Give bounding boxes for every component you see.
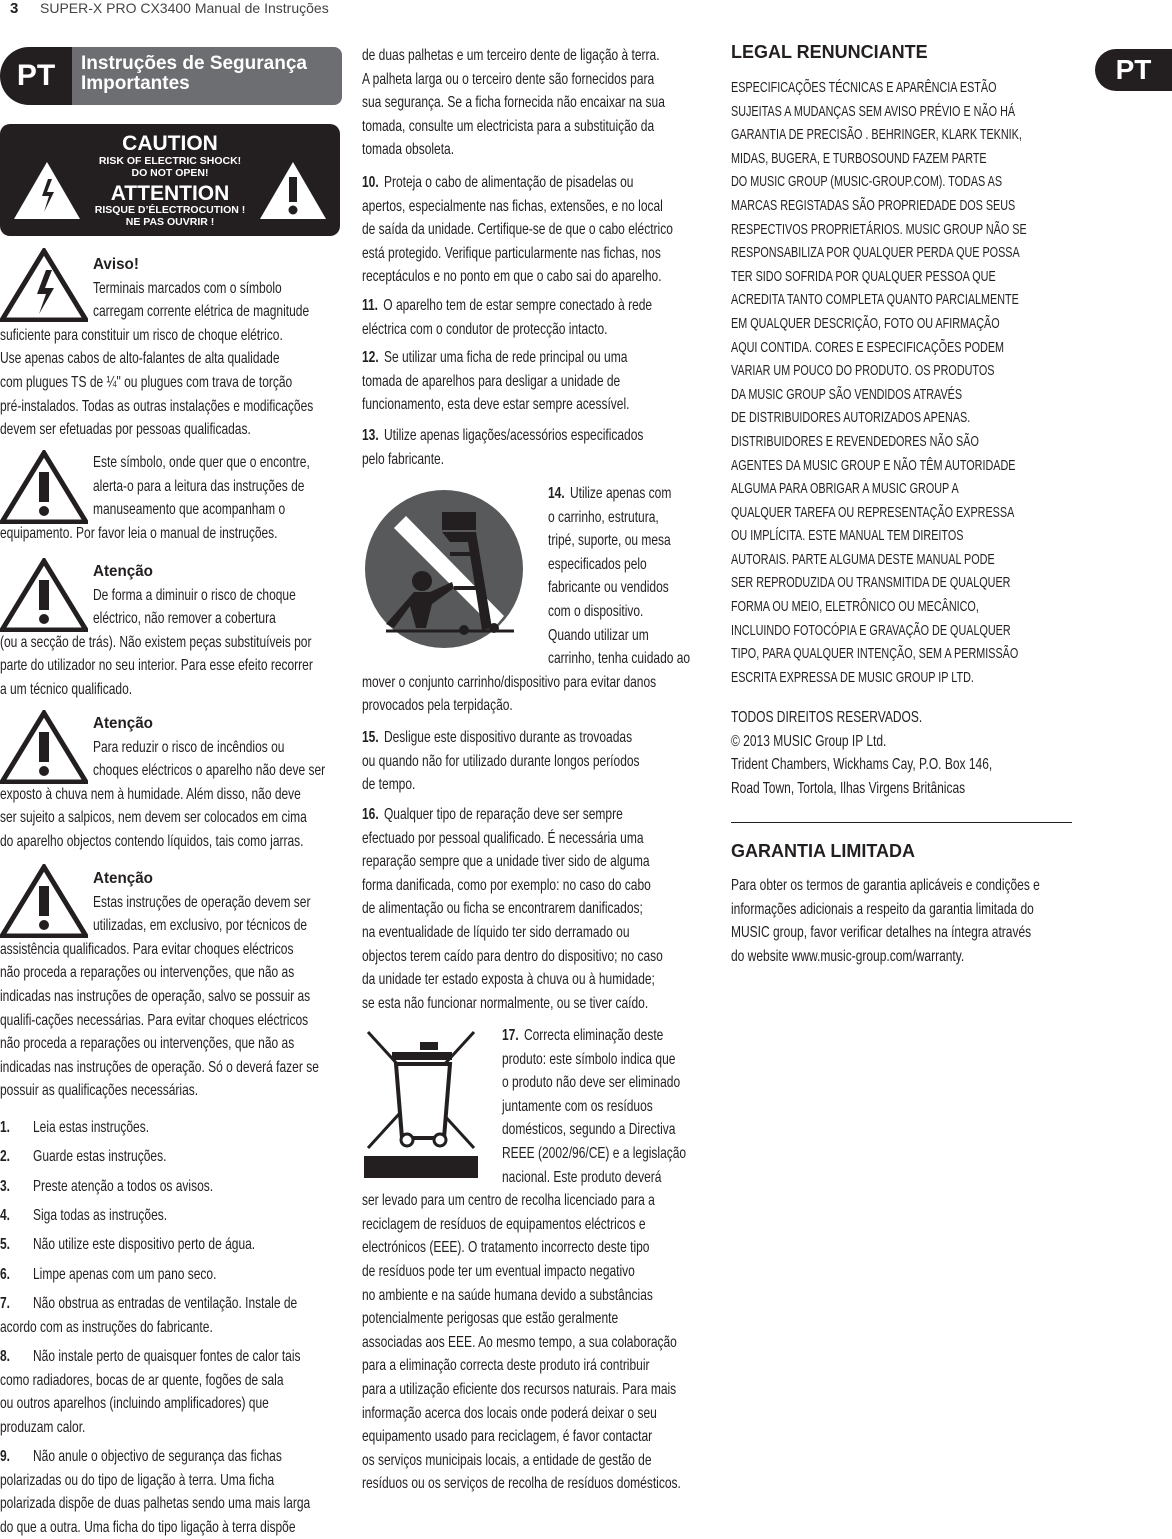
item-text: provocados pela terpidação.: [362, 697, 513, 715]
item-text: Correcta eliminação deste: [523, 1027, 664, 1044]
text-line: [0, 1233, 345, 1257]
item-text: eléctrica com o condutor de protecção intacto.: [362, 320, 608, 338]
item-text: o produto não deve ser eliminado: [502, 1074, 681, 1092]
text-line: [362, 968, 707, 992]
text-line: DO MUSIC GROUP (MUSIC-GROUP.COM). TODAS AS: [731, 173, 1003, 191]
text-line: [362, 346, 707, 370]
text-line: [362, 448, 707, 472]
text-line: [362, 318, 707, 342]
item-number: 3.: [0, 1178, 11, 1195]
item-text: os serviços municipais locais, a entidade de gestão de: [362, 1451, 652, 1469]
text-line: alerta-o para a leitura das instruções de: [93, 477, 305, 495]
text-line: [502, 1166, 742, 1190]
item-text: produto: este símbolo indica que: [502, 1050, 676, 1068]
text-line: [0, 1392, 345, 1416]
text-line: [548, 576, 754, 600]
item-text: nacional. Este produto deverá: [502, 1168, 662, 1186]
text-line: [362, 1331, 707, 1355]
text-line: [548, 529, 754, 553]
section-divider: [731, 822, 1072, 823]
text-line: [0, 1469, 345, 1493]
text-line: AGENTES DA MUSIC GROUP E NÃO TÊM AUTORIDADE: [731, 456, 1016, 474]
item-text: polarizada dispõe de duas palhetas sendo uma mais larga: [0, 1495, 311, 1513]
item-text: Se utilizar uma ficha de rede principal ou uma: [383, 349, 628, 366]
text-line: [362, 945, 707, 969]
text-line: RESPECTIVOS PROPRIETÁRIOS. MUSIC GROUP NÃO SE: [731, 220, 1027, 238]
caution-label: [0, 124, 340, 236]
item-text: Não utilize este dispositivo perto de água.: [33, 1236, 256, 1253]
item-text: reciclagem de resíduos de equipamentos eléctricos e: [362, 1215, 646, 1233]
block-title: Atenção: [93, 563, 153, 580]
text-line: [0, 1316, 345, 1340]
item-text: acordo com as instruções do fabricante.: [0, 1318, 213, 1336]
text-line: [362, 115, 707, 139]
text-line: MIDAS, BUGERA, E TURBOSOUND FAZEM PARTE: [731, 149, 987, 167]
item-text: Preste atenção a todos os avisos.: [33, 1178, 214, 1195]
item-number: 11.: [362, 297, 379, 314]
text-line: [362, 1378, 707, 1402]
item-text: carrinho, tenha cuidado ao: [548, 650, 691, 668]
text-line: parte do utilizador no seu interior. Para esse efeito recorrer: [0, 657, 313, 675]
item-text: para a utilização eficiente dos recursos naturais. Para mais: [362, 1380, 677, 1398]
text-line: ser sujeito a salpicos, nem devem ser colocados em cima: [0, 809, 307, 827]
text-line: indicadas nas instruções de operação, salvo se possuir as: [0, 987, 311, 1005]
text-line: AQUI CONTIDA. CORES E ESPECIFICAÇÕES PODEM: [731, 338, 1005, 356]
text-line: [362, 803, 707, 827]
item-text: Qualquer tipo de reparação deve ser sempre: [383, 806, 623, 823]
text-line: [548, 482, 754, 506]
text-line: [362, 874, 707, 898]
text-line: [362, 921, 707, 945]
text-line: [362, 773, 707, 797]
item-text: Não obstrua as entradas de ventilação. Instale de: [33, 1295, 298, 1312]
text-line: [362, 242, 707, 266]
text-line: a um técnico qualificado.: [0, 680, 133, 698]
item-text: efectuado por pessoal qualificado. É necessária uma: [362, 829, 644, 847]
item-text: de duas palhetas e um terceiro dente de ligação à terra.: [362, 47, 660, 64]
item-number: 9.: [0, 1448, 11, 1465]
item-text: Utilize apenas ligações/acessórios especificados: [383, 427, 644, 444]
item-text: produzam calor.: [0, 1418, 86, 1436]
text-line: [362, 726, 707, 750]
text-line: ACREDITA TANTO COMPLETA QUANTO PARCIALMENTE: [731, 291, 1019, 309]
text-line: [362, 1284, 707, 1308]
text-line: [502, 1071, 742, 1095]
text-line: [362, 897, 707, 921]
text-line: com plugues TS de ¼" ou plugues com trava de torção: [0, 373, 293, 391]
text-line: OU IMPLÍCITA. ESTE MANUAL TEM DIREITOS: [731, 527, 964, 545]
text-line: [0, 1516, 345, 1539]
text-line: [362, 44, 707, 68]
text-line: [548, 647, 754, 671]
text-line: [362, 1425, 707, 1449]
item-text: mover o conjunto carrinho/dispositivo para evitar danos: [362, 673, 657, 691]
text-line: devem ser efetuadas por pessoas qualificadas.: [0, 421, 251, 439]
item-text: fabricante ou vendidos: [548, 579, 669, 597]
text-line: [362, 992, 707, 1016]
item-text: funcionamento, esta deve estar sempre acessível.: [362, 396, 630, 414]
item-text: REEE (2002/96/CE) e a legislação: [502, 1144, 687, 1162]
section-banner: [0, 47, 342, 105]
text-line: QUALQUER TAREFA OU REPRESENTAÇÃO EXPRESSA: [731, 503, 1015, 521]
item-text: receptáculos e no ponto em que o cabo sai do aparelho.: [362, 268, 662, 286]
text-line: TIPO, PARA QUALQUER INTENÇÃO, SEM A PERMISSÃO: [731, 645, 1019, 663]
text-line: [0, 1492, 345, 1516]
item-text: de saída da unidade. Certifique-se de que o cabo eléctrico: [362, 221, 673, 239]
text-line: RESPONSABILIZA POR QUALQUER PERDA QUE POSSA: [731, 244, 1020, 262]
text-line: [362, 694, 707, 718]
item-text: polarizadas ou do tipo de ligação à terra. Uma ficha: [0, 1471, 275, 1489]
item-text: potencialmente perigosas que estão geralmente: [362, 1310, 619, 1328]
page-number: 3: [10, 0, 19, 17]
item-number: 1.: [0, 1119, 11, 1136]
text-line: DA MUSIC GROUP SÃO VENDIDOS ATRAVÉS: [731, 385, 963, 403]
text-line: Trident Chambers, Wickhams Cay, P.O. Box 146,: [731, 756, 993, 774]
text-line: De forma a diminuir o risco de choque: [93, 586, 296, 604]
svg-text:RISK OF ELECTRIC SHOCK!: RISK OF ELECTRIC SHOCK!: [98, 155, 242, 167]
text-line: [362, 195, 707, 219]
item-number: 10.: [362, 174, 379, 191]
text-line: suficiente para constituir um risco de choque elétrico.: [0, 326, 283, 344]
item-number: 16.: [362, 806, 379, 823]
svg-text:DO NOT OPEN!: DO NOT OPEN!: [131, 167, 209, 179]
text-line: [0, 1292, 345, 1316]
item-text: Limpe apenas com um pano seco.: [33, 1266, 217, 1283]
text-line: DE DISTRIBUIDORES AUTORIZADOS APENAS.: [731, 409, 971, 427]
text-line: [362, 1472, 707, 1496]
text-line: [362, 294, 707, 318]
item-text: sua segurança. Se a ficha fornecida não encaixar na sua: [362, 94, 665, 112]
text-line: equipamento. Por favor leia o manual de instruções.: [0, 524, 278, 542]
item-number: 12.: [362, 349, 379, 366]
text-line: do aparelho objectos contendo líquidos, tais como jarras.: [0, 832, 304, 850]
text-line: [362, 1307, 707, 1331]
text-line: [548, 506, 754, 530]
text-line: exposto à chuva nem à humidade. Além disso, não deve: [0, 785, 301, 803]
item-text: de tempo.: [362, 776, 416, 794]
item-text: como radiadores, bocas de ar quente, fogões de sala: [0, 1371, 284, 1389]
text-line: pré-instalados. Todas as outras instalações e modificações: [0, 397, 314, 415]
item-number: 15.: [362, 729, 379, 746]
text-line: [0, 1263, 345, 1287]
text-line: [362, 171, 707, 195]
item-number: 5.: [0, 1236, 11, 1253]
warranty-heading: GARANTIA LIMITADA: [731, 841, 915, 861]
text-line: possuir as qualificações necessárias.: [0, 1082, 199, 1100]
text-line: Use apenas cabos de alto-falantes de alta qualidade: [0, 350, 280, 368]
item-text: Siga todas as instruções.: [33, 1207, 168, 1224]
item-text: ser levado para um centro de recolha licenciado para a: [362, 1192, 655, 1210]
item-text: do que a outra. Uma ficha do tipo ligação à terra dispõe: [0, 1518, 296, 1536]
text-line: não proceda a reparações ou intervenções, que não as: [0, 964, 295, 982]
item-text: está protegido. Verifique particularmente nas fichas, nos: [362, 244, 661, 262]
text-line: SER REPRODUZIDA OU TRANSMITIDA DE QUALQUER: [731, 574, 1011, 592]
text-line: [362, 218, 707, 242]
item-text: pelo fabricante.: [362, 450, 445, 468]
text-line: [362, 265, 707, 289]
item-number: 6.: [0, 1266, 11, 1283]
copyright-text: [731, 706, 1172, 800]
item-text: ou quando não for utilizado durante longos períodos: [362, 752, 640, 770]
item-number: 7.: [0, 1295, 11, 1312]
text-line: TER SIDO SOFRIDA POR QUALQUER PESSOA QUE: [731, 267, 996, 285]
item-text: tomada de aparelhos para desligar a unidade de: [362, 372, 621, 390]
item-number: 13.: [362, 427, 379, 444]
item-text: especificados pelo: [548, 555, 647, 573]
item-text: se esta não funcionar normalmente, ou se tiver caído.: [362, 994, 649, 1012]
item-text: tomada obsoleta.: [362, 141, 455, 159]
text-line: eléctrico, não remover a cobertura: [93, 610, 276, 628]
item-text: O aparelho tem de estar sempre conectado à rede: [383, 297, 653, 314]
item-text: associadas aos EEE. Ao mesmo tempo, a sua colaboração: [362, 1333, 677, 1351]
item-text: de alimentação ou ficha se encontrarem danificados;: [362, 900, 643, 918]
text-line: [0, 1175, 345, 1199]
text-line: do website www.music-group.com/warranty.: [731, 947, 965, 965]
text-line: ESCRITA EXPRESSA DE MUSIC GROUP IP LTD.: [731, 668, 974, 686]
text-line: [0, 1416, 345, 1440]
text-line: Este símbolo, onde quer que o encontre,: [93, 454, 310, 471]
item-text: de resíduos pode ter um eventual impacto negativo: [362, 1262, 635, 1280]
warranty-text: [731, 874, 1172, 968]
document-title: SUPER-X PRO CX3400 Manual de Instruções: [40, 0, 329, 16]
text-line: assistência qualificados. Para evitar choques eléctricos: [0, 940, 294, 958]
text-line: INCLUINDO FOTOCÓPIA E GRAVAÇÃO DE QUALQUER: [731, 621, 1011, 639]
item-number: 4.: [0, 1207, 11, 1224]
item-text: apertos, especialmente nas fichas, extensões, e no local: [362, 197, 663, 215]
item-text: tomada, consulte um electricista para a substituição da: [362, 117, 655, 135]
block-title: Atenção: [93, 870, 153, 887]
text-line: [0, 1145, 345, 1169]
text-line: [362, 424, 707, 448]
item-number: 8.: [0, 1348, 11, 1365]
text-line: SUJEITAS A MUDANÇAS SEM AVISO PRÉVIO E NÃO HÁ: [731, 102, 1016, 120]
text-line: qualifi-cações necessárias. Para evitar choques eléctricos: [0, 1011, 309, 1029]
text-line: [362, 370, 707, 394]
item-number: 2.: [0, 1148, 11, 1165]
text-line: ALGUMA PARA OBRIGAR A MUSIC GROUP A: [731, 480, 959, 498]
text-line: MUSIC group, favor verificar detalhes na íntegra através: [731, 924, 1032, 942]
item-text: com o dispositivo.: [548, 602, 644, 620]
section-title: [72, 47, 342, 105]
text-line: [0, 1116, 345, 1140]
text-line: [362, 850, 707, 874]
text-line: [548, 553, 754, 577]
section-title-line2: Importantes: [81, 73, 190, 94]
text-line: [502, 1118, 742, 1142]
text-line: TODOS DIREITOS RESERVADOS.: [731, 709, 923, 726]
text-line: informações adicionais a respeito da garantia limitada do: [731, 900, 1034, 918]
text-line: [362, 91, 707, 115]
legal-disclaimer-text: [731, 76, 1172, 689]
text-line: AUTORAIS. PARTE ALGUMA DESTE MANUAL PODE: [731, 550, 995, 568]
item-text: para a eliminação correcta deste produto irá contribuir: [362, 1357, 650, 1375]
item-text: Utilize apenas com: [569, 485, 672, 502]
text-line: Para obter os termos de garantia aplicáveis e condições e: [731, 877, 1040, 894]
item-text: A palheta larga ou o terceiro dente são fornecidos para: [362, 70, 655, 88]
text-line: [0, 1204, 345, 1228]
text-line: [362, 1402, 707, 1426]
text-line: carregam corrente elétrica de magnitude: [93, 303, 310, 321]
text-line: [362, 1189, 707, 1213]
item-number: 17.: [502, 1027, 519, 1044]
item-text: objectos terem caído para dentro do dispositivo; no caso: [362, 947, 663, 965]
instruction-item: [362, 1024, 822, 1496]
item-text: tripé, suporte, ou mesa: [548, 532, 671, 550]
item-text: forma danificada, como por exemplo: no caso do cabo: [362, 876, 651, 894]
text-line: [502, 1142, 742, 1166]
item-text: domésticos, segundo a Directiva: [502, 1121, 676, 1139]
corner-language-badge: PT: [1095, 49, 1172, 91]
item-text: Leia estas instruções.: [33, 1119, 150, 1136]
item-text: reparação sempre que a unidade tiver sido de alguma: [362, 853, 650, 871]
text-line: [362, 750, 707, 774]
text-line: manuseamento que acompanham o: [93, 501, 286, 519]
section-title-line1: Instruções de Segurança: [81, 53, 307, 74]
svg-text:RISQUE D’ÉLECTROCUTION !: RISQUE D’ÉLECTROCUTION !: [94, 204, 246, 216]
block-title: Aviso!: [93, 256, 139, 273]
text-line: © 2013 MUSIC Group IP Ltd.: [731, 732, 887, 750]
text-line: [548, 624, 754, 648]
text-line: Estas instruções de operação devem ser: [93, 893, 311, 911]
text-line: [502, 1048, 742, 1072]
text-line: Para reduzir o risco de incêndios ou: [93, 738, 285, 756]
text-line: [362, 393, 707, 417]
block-title: Atenção: [93, 715, 153, 732]
legal-heading: LEGAL RENUNCIANTE: [731, 42, 928, 62]
text-line: EM QUALQUER DESCRIÇÃO, FOTO OU AFIRMAÇÃO: [731, 314, 1000, 332]
text-line: choques eléctricos o aparelho não deve ser: [93, 762, 326, 780]
item-text: Quando utilizar um: [548, 626, 649, 644]
item-text: Proteja o cabo de alimentação de pisadelas ou: [383, 174, 634, 191]
text-line: [0, 1445, 345, 1469]
text-line: Road Town, Tortola, Ilhas Virgens Britânicas: [731, 779, 966, 797]
text-line: [362, 1354, 707, 1378]
text-line: [362, 68, 707, 92]
text-line: [362, 1449, 707, 1473]
item-text: ou outros aparelhos (incluindo amplificadores) que: [0, 1395, 269, 1413]
text-line: [502, 1024, 742, 1048]
item-text: no ambiente e na saúde humana devido a substâncias: [362, 1286, 653, 1304]
item-number: 14.: [548, 485, 565, 502]
item-text: juntamente com os resíduos: [502, 1097, 653, 1115]
text-line: [362, 827, 707, 851]
text-line: [362, 1260, 707, 1284]
text-line: utilizadas, em exclusivo, por técnicos de: [93, 917, 308, 935]
text-line: não proceda a reparações ou intervenções, que não as: [0, 1035, 295, 1053]
item-text: Guarde estas instruções.: [33, 1148, 167, 1165]
item-text: electrónicos (EEE). O tratamento incorrecto deste tipo: [362, 1239, 650, 1257]
item-text: resíduos ou os serviços de recolha de resíduos domésticos.: [362, 1475, 681, 1493]
text-line: [0, 1369, 345, 1393]
text-line: (ou a secção de trás). Não existem peças substituíveis por: [0, 633, 312, 651]
item-text: Não anule o objectivo de segurança das fichas: [33, 1448, 282, 1465]
text-line: [0, 1345, 345, 1369]
text-line: DISTRIBUIDORES E REVENDEDORES NÃO SÃO: [731, 432, 979, 450]
text-line: [362, 671, 707, 695]
item-text: na eventualidade de líquido ter sido derramado ou: [362, 923, 630, 941]
text-line: [502, 1095, 742, 1119]
item-text: Não instale perto de quaisquer fontes de calor tais: [33, 1348, 301, 1365]
attention-title: ATTENTION: [110, 182, 230, 205]
text-line: VARIAR UM POUCO DO PRODUTO. OS PRODUTOS: [731, 362, 995, 380]
text-line: [362, 1213, 707, 1237]
language-badge: PT: [0, 47, 72, 105]
item-text: informação acerca dos locais onde poderá deixar o seu: [362, 1404, 657, 1422]
item-text: Desligue este dispositivo durante as trovoadas: [383, 729, 633, 746]
text-line: MARCAS REGISTADAS SÃO PROPRIEDADE DOS SEUS: [731, 196, 1016, 214]
item-text: equipamento usado para reciclagem, é favor contactar: [362, 1428, 653, 1446]
text-line: Terminais marcados com o símbolo: [93, 279, 282, 297]
item-text: da unidade ter estado exposta à chuva ou à humidade;: [362, 971, 655, 989]
item-text: o carrinho, estrutura,: [548, 508, 659, 526]
svg-text:NE PAS OUVRIR !: NE PAS OUVRIR !: [125, 216, 215, 228]
text-line: GARANTIA DE PRECISÃO . BEHRINGER, KLARK TEKNIK,: [731, 126, 1022, 144]
text-line: indicadas nas instruções de operação. Só o deverá fazer se: [0, 1058, 319, 1076]
caution-title: CAUTION: [122, 132, 218, 155]
text-line: [362, 1236, 707, 1260]
text-line: [362, 138, 707, 162]
text-line: FORMA OU MEIO, ELETRÔNICO OU MECÂNICO,: [731, 598, 979, 616]
text-line: [548, 600, 754, 624]
text-line: ESPECIFICAÇÕES TÉCNICAS E APARÊNCIA ESTÃO: [731, 79, 997, 96]
